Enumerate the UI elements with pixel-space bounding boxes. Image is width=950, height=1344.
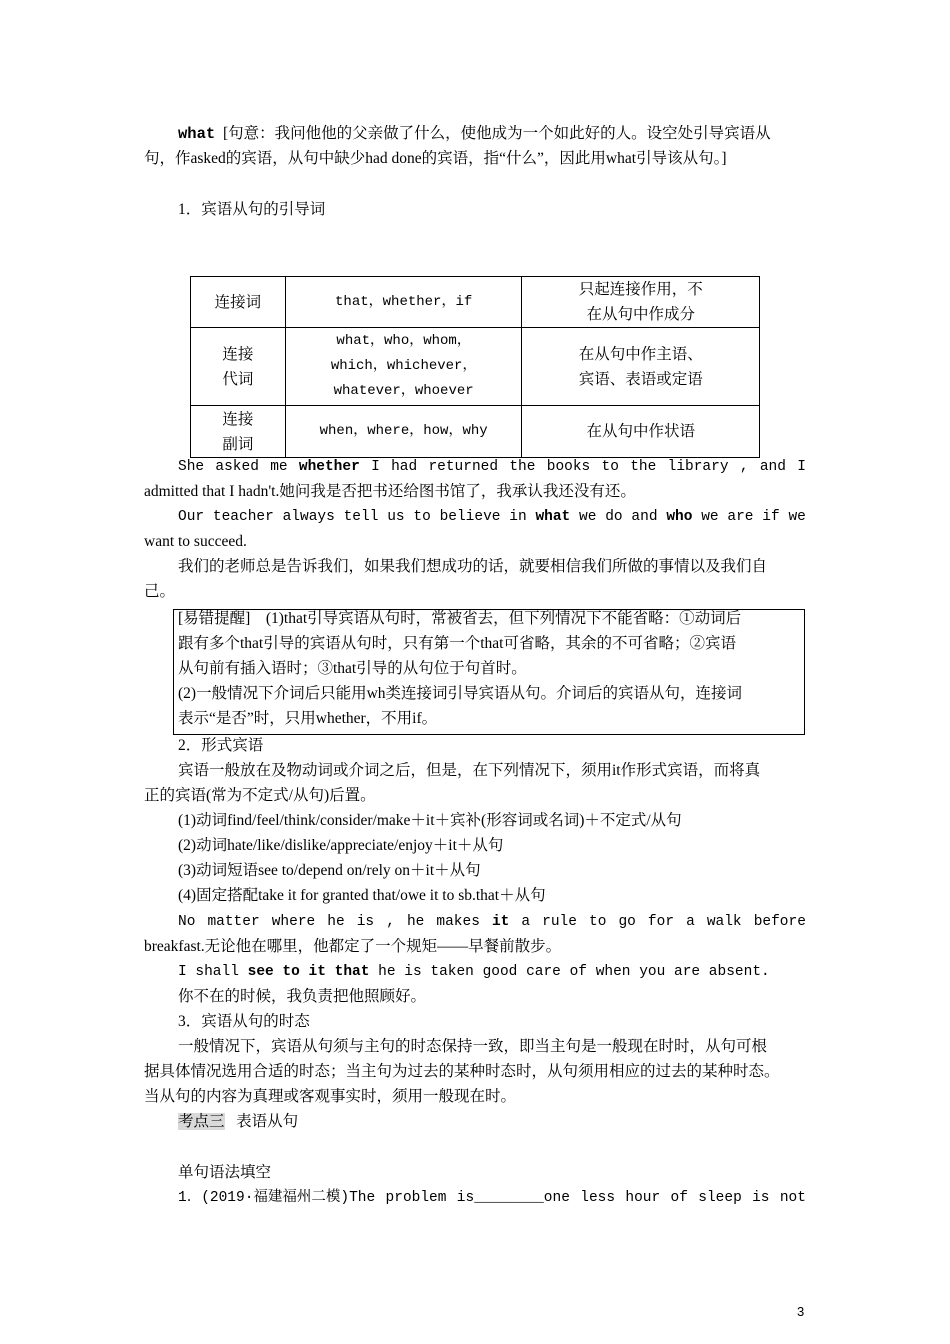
section-3-para-2: 据具体情况选用合适的时态；当主句为过去的某种时态时，从句须用相应的过去的某种时态。 <box>144 1063 780 1080</box>
section-3-para-3: 当从句的内容为真理或客观事实时，须用一般现在时。 <box>144 1088 517 1105</box>
warning-line-4: (2)一般情况下介词后只能用wh类连接词引导宾语从句。介词后的宾语从句，连接词 <box>178 685 743 702</box>
answer-line-2: 句，作asked的宾语，从句中缺少had done的宾语，指“什么”，因此用what引导该从句。] <box>144 150 727 167</box>
table-row <box>191 277 760 328</box>
example-2-translation-1: 我们的老师总是告诉我们，如果我们想成功的话，就要相信我们所做的事情以及我们自 <box>178 558 768 575</box>
answer-line-1 <box>178 124 771 144</box>
section-2-item-2: (2)动词hate/like/dislike/appreciate/enjoy＋it＋从句 <box>178 837 504 854</box>
section-2-para-2: 正的宾语(常为不定式/从句)后置。 <box>144 787 376 804</box>
warning-line-5: 表示“是否”时，只用whether，不用if。 <box>178 710 438 727</box>
table-cell-function: 在从句中作状语 <box>522 406 760 458</box>
table-row <box>191 406 760 458</box>
example-2-line-2: want to succeed. <box>144 533 247 550</box>
page-number: 3 <box>797 1304 805 1319</box>
drill-question-1: 1．(2019·福建福州二模)The problem is________one less hour of sleep is not <box>178 1190 806 1206</box>
example-3-line-2: breakfast.无论他在哪里，他都定了一个规矩——早餐前散步。 <box>144 938 562 955</box>
drill-title: 单句语法填空 <box>178 1164 272 1181</box>
example-1-line-2: admitted that I hadn't.她问我是否把书还给图书馆了，我承认我还没有还。 <box>144 483 636 500</box>
section-2-item-4: (4)固定搭配take it for granted that/owe it to sb.that＋从句 <box>178 887 546 904</box>
key-point-title: 表语从句 <box>236 1113 299 1130</box>
key-point-3-heading <box>178 1112 298 1132</box>
table-cell-words: that，whether，if <box>285 277 522 328</box>
warning-line-3: 从句前有插入语时；③that引导的从句位于句首时。 <box>178 660 527 677</box>
table-cell-function: 在从句中作主语、 宾语、表语或定语 <box>522 328 760 406</box>
section-2-title: 2．形式宾语 <box>178 737 264 754</box>
table-row <box>191 328 760 406</box>
table-cell-function: 只起连接作用，不 在从句中作成分 <box>522 277 760 328</box>
table-cell-type: 连接 副词 <box>191 406 286 458</box>
key-point-tag: 考点三 <box>178 1113 225 1130</box>
table-cell-words: what，who，whom， which，whichever， whatever，whoever <box>285 328 522 406</box>
answer-word: what <box>178 125 216 143</box>
section-2-para-1: 宾语一般放在及物动词或介词之后，但是，在下列情况下，须用it作形式宾语，而将真 <box>178 762 761 779</box>
example-3-line-1: No matter where he is , he makes it a rule to go for a walk before <box>178 914 806 930</box>
table-cell-type: 连接词 <box>191 277 286 328</box>
table-cell-type: 连接 代词 <box>191 328 286 406</box>
example-4-translation: 你不在的时候，我负责把他照顾好。 <box>178 988 427 1005</box>
example-1-line-1: She asked me whether I had returned the books to the library , and I <box>178 459 806 475</box>
answer-explanation: [句意：我问他他的父亲做了什么，使他成为一个如此好的人。设空处引导宾语从 <box>222 125 771 142</box>
table-cell-words: when，where，how，why <box>285 406 522 458</box>
warning-line-2: 跟有多个that引导的宾语从句时，只有第一个that可省略，其余的不可省略；②宾语 <box>178 635 736 652</box>
section-1-title: 1．宾语从句的引导词 <box>178 201 326 218</box>
section-3-para-1: 一般情况下，宾语从句须与主句的时态保持一致，即当主句是一般现在时时，从句可根 <box>178 1038 768 1055</box>
example-2-line-1: Our teacher always tell us to believe in what we do and who we are if we <box>178 509 806 525</box>
warning-line-1: [易错提醒] (1)that引导宾语从句时，常被省去，但下列情况下不能省略：①动词后 <box>178 610 742 627</box>
example-2-translation-2: 己。 <box>144 583 176 600</box>
section-2-item-1: (1)动词find/feel/think/consider/make＋it＋宾补(形容词或名词)＋不定式/从句 <box>178 812 682 829</box>
section-3-title: 3．宾语从句的时态 <box>178 1013 310 1030</box>
connectives-table <box>190 276 760 458</box>
section-2-item-3: (3)动词短语see to/depend on/rely on＋it＋从句 <box>178 862 481 879</box>
example-4-line-1: I shall see to it that he is taken good care of when you are absent. <box>178 964 770 980</box>
